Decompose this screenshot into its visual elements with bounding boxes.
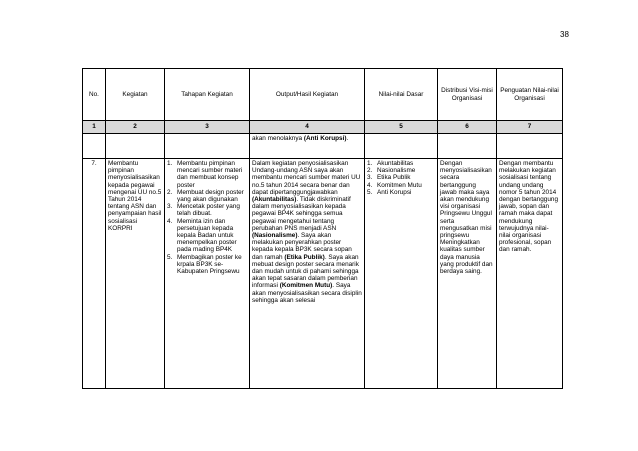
page-number: 38 <box>560 30 569 39</box>
column-number: 5 <box>365 121 438 134</box>
header-no: No. <box>83 69 106 121</box>
column-number: 3 <box>165 121 250 134</box>
list-item: 2. Membuat design poster yang akan digunakan <box>167 188 244 204</box>
continuation-cell: akan menolaknya (Anti Korupsi). <box>250 134 365 159</box>
header-nilai-dasar: Nilai-nilai Dasar <box>365 69 438 121</box>
activity-table <box>82 68 563 389</box>
list-item: 5. Membagikan poster ke krpala BP3K se-Kabupaten Pringsewu <box>167 253 242 276</box>
column-number: 4 <box>250 121 365 134</box>
list-item: 2. Nasionalisme <box>367 167 416 175</box>
header-tahapan: Tahapan Kegiatan <box>165 69 250 121</box>
header-distribusi: Distribusi Visi-misi Organisasi <box>438 69 497 121</box>
kegiatan-cell: Membantu pimpinan menyosialisasikan kepada pegawai mengenai UU no.5 Tahun 2014 tentang ASN dan penyampaian hasil sosialisasi KORPRI <box>106 159 165 389</box>
nilai-dasar-cell <box>365 159 438 389</box>
header-penguatan: Penguatan Nilai-nilai Organisasi <box>497 69 563 121</box>
column-number: 6 <box>438 121 497 134</box>
output-cell: Dalam kegiatan penyosialisasikan Undang-undang ASN saya akan membantu mencari sumber materi UU no.5 tahun 2014 secara benar dan dapat dipertanggungjawabkan (Akuntabilitas). Tidak diskriminatif dalam menyosialisasikan kepada pegawai BP4K sehingga semua pegawai mengetahui tentang perubahan PNS menjadi ASN (Nasionalisme). Saya akan melakukan penyerahkan poster kepada kepala BP3K secara sopan dan ramah (Etika Publik). Saya akan mebuat design poster secara menarik dan mudah untuk di pahami sehingga akan tepat sasaran dalam pemberian informasi (Komitmen Mutu). Saya akan menyosialisasikan secara disiplin sehingga akan selesai <box>250 159 365 389</box>
header-output: Output/Hasil Kegiatan <box>250 69 365 121</box>
list-item: 3. Mencetak poster yang telah dibuat. <box>167 203 240 218</box>
list-item: 4. Meminta izin dan persetujuan kepada kepala Badan untuk menempelkan poster pada mading BP4K <box>167 217 237 254</box>
list-item: 3. Etika Publik <box>367 174 411 182</box>
row-number: 7. <box>83 159 106 389</box>
penguatan-cell: Dengan membantu melakukan kegiatan sosialisasi tentang undang undang nomor 5 tahun 2014 dengan bertanggung jawab, sopan dan ramah maka dapat mendukung terwujudnya nilai-nilai organisasi profesional, sopan dan ramah. <box>497 159 563 389</box>
list-item: 5. Anti Korupsi <box>367 188 412 196</box>
header-row <box>83 69 563 121</box>
column-number-row <box>83 121 563 134</box>
column-number: 2 <box>106 121 165 134</box>
list-item: 1. Akuntabilitas <box>367 160 414 167</box>
continuation-row <box>83 134 563 159</box>
distribusi-cell: Dengan menyosialisasikan secara bertanggung jawab maka saya akan mendukung visi organisasi Pringsewu Unggul serta mengusatkan misi pringsewu Meningkatkan kualitas sumber daya manusia yang produktif dan berdaya saing. <box>438 159 497 389</box>
list-item: 4. Komitmen Mutu <box>367 181 422 189</box>
tahapan-cell <box>165 159 250 389</box>
column-number: 7 <box>497 121 563 134</box>
column-number: 1 <box>83 121 106 134</box>
list-item: 1. Membantu pimpinan mencari sumber materi dan membuat konsep poster <box>167 160 243 189</box>
header-kegiatan: Kegiatan <box>106 69 165 121</box>
table-row <box>83 159 563 389</box>
